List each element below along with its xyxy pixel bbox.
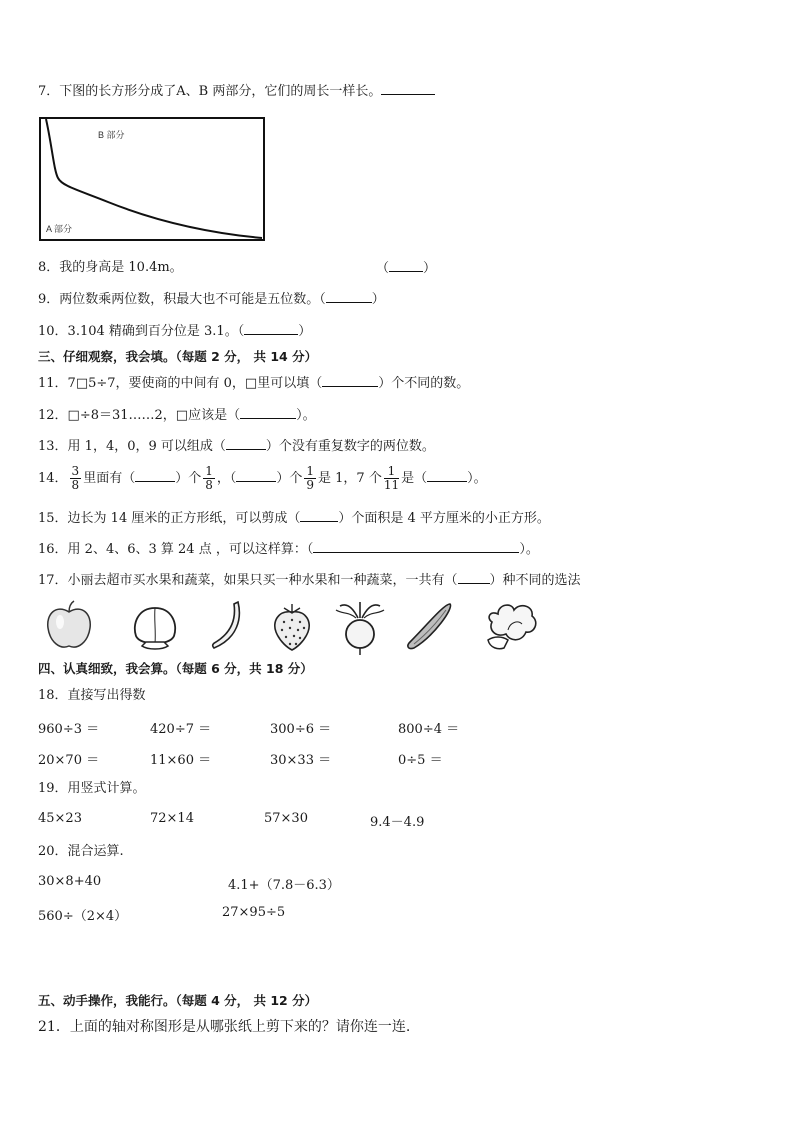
answer-blank[interactable] [236,469,276,482]
apple-icon [44,600,94,656]
fraction: $\frac{1}{11}$ [383,464,400,492]
question-17: 17．小丽去超市买水果和蔬菜，如果只买一种水果和一种蔬菜，一共有（ ）种不同的选法 [38,573,581,588]
answer-blank[interactable] [226,437,266,450]
question-8 [38,259,183,277]
section-4-heading: 四、认真细致，我会算。（每题 6 分，共 18 分） [38,661,313,676]
question-19: 19．用竖式计算。 [38,781,146,796]
label-b-part: B 部分 [98,130,125,140]
question-14: 14． $\frac{3}{8}$ 里面有（ ）个 $\frac{1}{8}$ ，（ ）个 $\frac{1}{9}$ 是 1，7 个 $\frac{1}{11}$ 是（ ）。 [38,464,487,492]
answer-blank[interactable] [244,322,298,335]
section-5-heading: 五、动手操作，我能行。（每题 4 分， 共 12 分） [38,993,318,1008]
question-8-answer: （ ） [376,261,437,276]
label-a-part: A 部分 [46,224,73,234]
calc-item: 4.1+（7.8－6.3） [228,878,340,893]
calc-item: 9.4－4.9 [370,815,425,830]
calc-item: 11×60 ＝ [150,753,212,768]
radish-icon [332,600,388,660]
calc-item: 960÷3 ＝ [38,722,100,737]
strawberry-icon [270,600,314,656]
calc-item: 45×23 [38,811,82,826]
question-9: 9．两位数乘两位数，积最大也不可能是五位数。（ ） [38,292,385,307]
fraction: $\frac{1}{8}$ [205,464,213,492]
calc-item: 800÷4 ＝ [398,722,460,737]
fraction: $\frac{1}{9}$ [306,464,315,492]
question-12: 12．□÷8＝31……2，□应该是（ ）。 [38,408,316,423]
answer-blank[interactable] [326,290,372,303]
answer-blank[interactable] [300,509,338,522]
rectangle-figure [38,116,266,246]
question-7 [38,82,435,101]
question-20: 20．混合运算. [38,844,124,859]
question-16: 16．用 2、4、6、3 算 24 点 ，可以这样算：（ ）。 [38,542,539,557]
calc-item: 560÷（2×4） [38,909,128,924]
calc-item: 30×33 ＝ [270,753,332,768]
answer-blank[interactable] [427,469,467,482]
banana-icon [208,600,248,656]
fraction: $\frac{3}{8}$ [71,464,80,492]
calc-item: 27×95÷5 [222,905,286,920]
question-21: 21．上面的轴对称图形是从哪张纸上剪下来的？请你连一连. [38,1019,411,1035]
calc-item: 72×14 [150,811,194,826]
cucumber-icon [404,600,456,656]
calc-item: 0÷5 ＝ [398,753,443,768]
calc-item: 57×30 [264,811,308,826]
answer-blank[interactable] [389,259,423,272]
peach-icon [128,600,182,656]
question-11: 11．7□5÷7，要使商的中间有 0，□里可以填（ ）个不同的数。 [38,376,470,391]
question-10: 10．3.104 精确到百分位是 3.1。（ ） [38,324,312,339]
calc-item: 420÷7 ＝ [150,722,212,737]
answer-blank[interactable] [381,82,435,95]
question-15: 15．边长为 14 厘米的正方形纸，可以剪成（ ）个面积是 4 平方厘米的小正方形。 [38,511,550,526]
question-13: 13．用 1，4，0，9 可以组成（ ）个没有重复数字的两位数。 [38,439,435,454]
section-3-heading: 三、仔细观察，我会填。（每题 2 分， 共 14 分） [38,349,318,364]
answer-blank[interactable] [322,374,378,387]
question-8-text: 8．我的身高是 10.4m。 [38,260,183,275]
answer-blank[interactable] [313,540,519,553]
calc-item: 300÷6 ＝ [270,722,332,737]
calc-item: 20×70 ＝ [38,753,100,768]
answer-blank[interactable] [458,571,490,584]
answer-blank[interactable] [240,406,296,419]
question-7-text: 7．下图的长方形分成了A、B 两部分，它们的周长一样长。 [38,84,382,99]
question-18: 18．直接写出得数 [38,688,146,703]
calc-item: 30×8+40 [38,874,102,889]
answer-blank[interactable] [135,469,175,482]
cauliflower-icon [482,600,540,656]
